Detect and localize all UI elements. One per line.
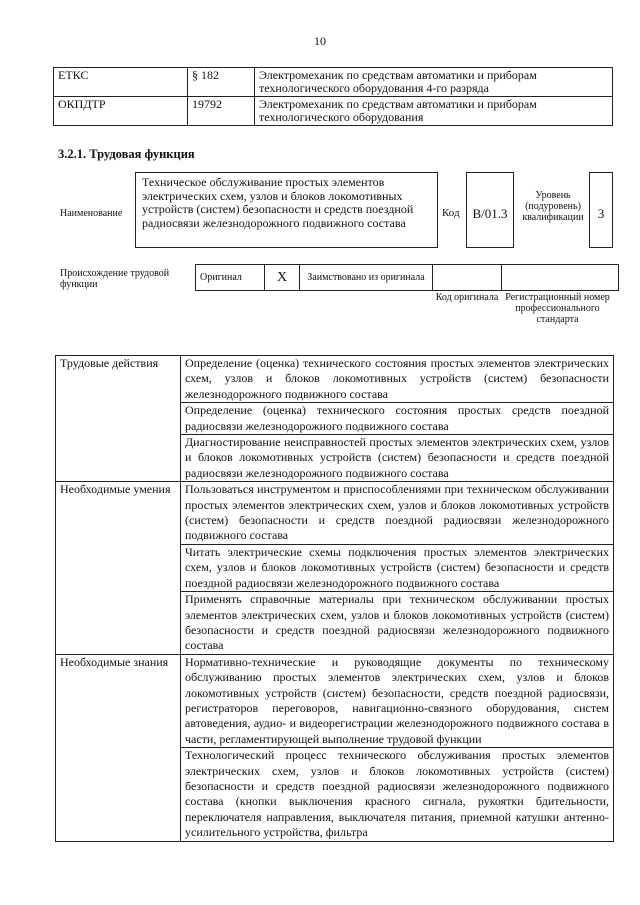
- list-item: Пользоваться инструментом и приспособлениями при техническом обслуживании простых элементов электрических схем, узлов и блоков локомотивных устройств (систем) безопасности и средств поездной радиосвязи железнодорожного подвижного состава: [181, 482, 614, 545]
- function-code: B/01.3: [466, 172, 514, 248]
- list-item: Диагностирование неисправностей простых элементов электрических схем, узлов и блоков локомотивных устройств (систем) безопасности и средств поездной радиосвязи железнодорожного подвижного состава: [181, 435, 614, 482]
- reg-number-label: Регистрационный номер профессионального стандарта: [505, 292, 610, 325]
- code-system-name: ЕТКС: [54, 68, 188, 97]
- section-title: 3.2.1. Трудовая функция: [58, 147, 195, 161]
- list-item: Читать электрические схемы подключения простых элементов электрических схем, узлов и блоков локомотивных устройств (систем) безопасности и средств поездной радиосвязи железнодорожного подвижного состава: [181, 544, 614, 591]
- list-item: Технологический процесс технического обслуживания простых элементов электрических схем, узлов и блоков локомотивных устройств (систем) безопасности и средств поездной радиосвязи железнодорожного подвижного состава (кнопки выключения красного сигнала, рукоятки бдительности, переключателя направления, выключателя питания, приемной катушки антенно-усилительного устройства, фильтра: [181, 748, 614, 841]
- list-item: Определение (оценка) технического состояния простых элементов электрических схем, узлов и блоков локомотивных устройств (систем) безопасности железнодорожного подвижного состава: [181, 356, 614, 403]
- function-name-label: Наименование: [60, 208, 123, 219]
- section-header: Трудовые действия: [56, 356, 181, 482]
- origin-reg-number-cell: [502, 265, 619, 291]
- codes-table: [53, 67, 613, 126]
- codes-row: [54, 97, 613, 126]
- origin-original-cell: Оригинал: [196, 265, 265, 291]
- qualification-level-label: Уровень (подуровень) квалификации: [522, 190, 584, 223]
- code-value: 19792: [188, 97, 255, 126]
- code-title: Электромеханик по средствам автоматики и приборам технологического оборудования 4-го разряда: [255, 68, 613, 97]
- list-item: Нормативно-технические и руководящие документы по техническому обслуживанию простых элементов электрических схем, узлов и блоков локомотивных устройств (систем) безопасности, средств поездной радиосвязи, регистраторов переговоров, навигационно-связного оборудования, систем автоведения, аудио- и видеорегистрации железнодорожного подвижного состава в части, регламентирующей выполнение трудовой функции: [181, 654, 614, 747]
- function-code-label: Код: [442, 207, 460, 219]
- origin-borrowed-cell: Заимствовано из оригинала: [300, 265, 433, 291]
- qualification-level: 3: [589, 172, 613, 248]
- code-system-name: ОКПДТР: [54, 97, 188, 126]
- code-title: Электромеханик по средствам автоматики и приборам технологического оборудования: [255, 97, 613, 126]
- origin-mark: X: [265, 265, 300, 291]
- section-header: Необходимые знания: [56, 654, 181, 841]
- origin-label: Происхождение трудовой функции: [60, 268, 170, 290]
- page-number: 10: [314, 34, 326, 48]
- table-row: [56, 482, 614, 545]
- section-header: Необходимые умения: [56, 482, 181, 654]
- list-item: Применять справочные материалы при техническом обслуживании простых элементов электрических схем, узлов и блоков локомотивных устройств (систем) безопасности и средств поездной радиосвязи железнодорожного подвижного состава: [181, 592, 614, 655]
- table-row: [56, 356, 614, 403]
- function-details-table: [55, 355, 614, 842]
- code-value: § 182: [188, 68, 255, 97]
- table-row: [56, 654, 614, 747]
- origin-code-cell: [433, 265, 502, 291]
- function-name: Техническое обслуживание простых элементов электрических схем, узлов и блоков локомотивных устройств (систем) безопасности и средств поездной радиосвязи железнодорожного подвижного состава: [135, 172, 438, 248]
- codes-row: [54, 68, 613, 97]
- origin-table: [195, 264, 619, 291]
- original-code-label: Код оригинала: [435, 292, 499, 303]
- list-item: Определение (оценка) технического состояния простых средств поездной радиосвязи железнодорожного подвижного состава: [181, 403, 614, 435]
